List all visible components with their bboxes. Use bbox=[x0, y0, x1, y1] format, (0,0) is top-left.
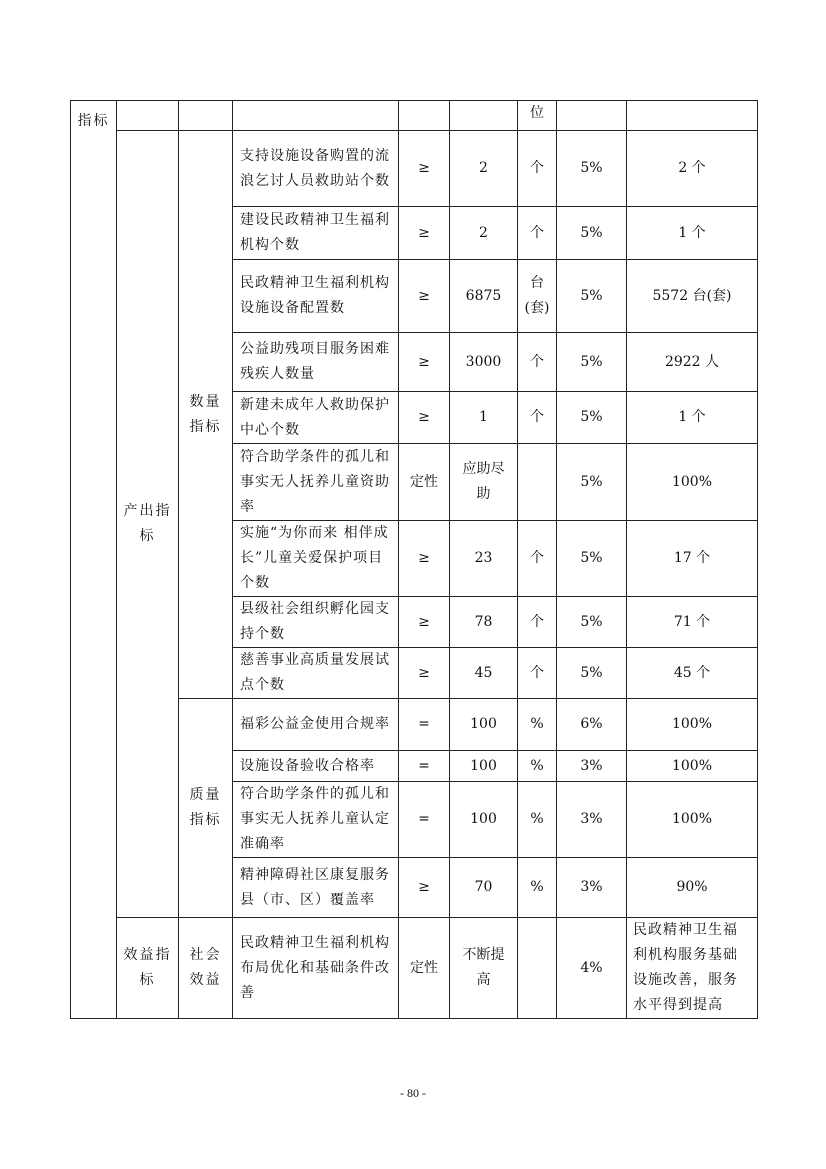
target-cell bbox=[450, 101, 518, 131]
target-cell: 2 bbox=[450, 207, 518, 260]
operator-cell: ≥ bbox=[399, 207, 450, 260]
result-cell: 100% bbox=[627, 699, 758, 751]
indicator-cell: 慈善事业高质量发展试点个数 bbox=[233, 648, 399, 699]
result-cell bbox=[627, 101, 758, 131]
performance-indicator-table bbox=[70, 100, 758, 1019]
unit-cell: 台(套) bbox=[518, 260, 557, 333]
result-cell: 1 个 bbox=[627, 207, 758, 260]
page-number: - 80 - bbox=[400, 1086, 426, 1100]
operator-cell: = bbox=[399, 782, 450, 858]
operator-cell: 定性 bbox=[399, 444, 450, 521]
weight-cell: 5% bbox=[557, 131, 627, 207]
weight-cell bbox=[557, 101, 627, 131]
weight-cell: 5% bbox=[557, 333, 627, 392]
indicator-cell: 符合助学条件的孤儿和事实无人抚养儿童认定准确率 bbox=[233, 782, 399, 858]
weight-cell: 5% bbox=[557, 260, 627, 333]
unit-cell bbox=[518, 444, 557, 521]
indicator-cell: 设施设备验收合格率 bbox=[233, 751, 399, 782]
operator-cell: = bbox=[399, 699, 450, 751]
result-cell: 5572 台(套) bbox=[627, 260, 758, 333]
target-cell: 应助尽助 bbox=[450, 444, 518, 521]
operator-cell: ≥ bbox=[399, 648, 450, 699]
result-cell: 100% bbox=[627, 444, 758, 521]
indicator-cell: 精神障碍社区康复服务县（市、区）覆盖率 bbox=[233, 858, 399, 918]
weight-cell: 3% bbox=[557, 782, 627, 858]
indicator-cell: 实施“为你而来 相伴成长”儿童关爱保护项目个数 bbox=[233, 521, 399, 597]
operator-cell: ≥ bbox=[399, 260, 450, 333]
level3-cell-empty bbox=[179, 101, 233, 131]
weight-cell: 5% bbox=[557, 521, 627, 597]
target-cell: 100 bbox=[450, 782, 518, 858]
indicator-cell: 公益助残项目服务困难残疾人数量 bbox=[233, 333, 399, 392]
table-row bbox=[71, 918, 758, 1019]
weight-cell: 5% bbox=[557, 444, 627, 521]
level3-indicator-social-benefit: 社会效益 bbox=[179, 918, 233, 1019]
unit-cell: 个 bbox=[518, 597, 557, 648]
level2-indicator-benefit: 效益指标 bbox=[117, 918, 179, 1019]
unit-cell: 个 bbox=[518, 648, 557, 699]
level3-indicator-quantity: 数量指标 bbox=[179, 131, 233, 699]
unit-cell: 个 bbox=[518, 392, 557, 444]
weight-cell: 5% bbox=[557, 648, 627, 699]
level1-indicator-cell: 指标 bbox=[71, 101, 117, 1019]
target-cell: 23 bbox=[450, 521, 518, 597]
level2-cell-empty bbox=[117, 101, 179, 131]
unit-cell: % bbox=[518, 858, 557, 918]
table-row bbox=[71, 131, 758, 207]
operator-cell: ≥ bbox=[399, 597, 450, 648]
indicator-cell bbox=[233, 101, 399, 131]
target-cell: 78 bbox=[450, 597, 518, 648]
unit-cell: 个 bbox=[518, 521, 557, 597]
weight-cell: 4% bbox=[557, 918, 627, 1019]
operator-cell: ≥ bbox=[399, 333, 450, 392]
result-cell: 100% bbox=[627, 751, 758, 782]
target-cell: 45 bbox=[450, 648, 518, 699]
target-cell: 1 bbox=[450, 392, 518, 444]
operator-cell bbox=[399, 101, 450, 131]
weight-cell: 5% bbox=[557, 597, 627, 648]
unit-cell: 个 bbox=[518, 333, 557, 392]
weight-cell: 5% bbox=[557, 207, 627, 260]
table-row bbox=[71, 101, 758, 131]
result-cell: 2922 人 bbox=[627, 333, 758, 392]
operator-cell: ≥ bbox=[399, 521, 450, 597]
result-cell: 民政精神卫生福利机构服务基础设施改善，服务水平得到提高 bbox=[627, 918, 758, 1019]
result-cell: 100% bbox=[627, 782, 758, 858]
operator-cell: ≥ bbox=[399, 858, 450, 918]
target-cell: 不断提高 bbox=[450, 918, 518, 1019]
level2-indicator-output: 产出指标 bbox=[117, 131, 179, 918]
level3-indicator-quality: 质量指标 bbox=[179, 699, 233, 918]
weight-cell: 3% bbox=[557, 858, 627, 918]
unit-cell: 位 bbox=[518, 101, 557, 131]
target-cell: 3000 bbox=[450, 333, 518, 392]
unit-cell: % bbox=[518, 782, 557, 858]
target-cell: 70 bbox=[450, 858, 518, 918]
indicator-cell: 民政精神卫生福利机构设施设备配置数 bbox=[233, 260, 399, 333]
unit-cell: % bbox=[518, 751, 557, 782]
indicator-cell: 建设民政精神卫生福利机构个数 bbox=[233, 207, 399, 260]
unit-cell: 个 bbox=[518, 207, 557, 260]
result-cell: 17 个 bbox=[627, 521, 758, 597]
unit-cell bbox=[518, 918, 557, 1019]
result-cell: 1 个 bbox=[627, 392, 758, 444]
target-cell: 2 bbox=[450, 131, 518, 207]
indicator-cell: 新建未成年人救助保护中心个数 bbox=[233, 392, 399, 444]
result-cell: 71 个 bbox=[627, 597, 758, 648]
unit-cell: % bbox=[518, 699, 557, 751]
operator-cell: ≥ bbox=[399, 131, 450, 207]
indicator-cell: 支持设施设备购置的流浪乞讨人员救助站个数 bbox=[233, 131, 399, 207]
weight-cell: 6% bbox=[557, 699, 627, 751]
target-cell: 100 bbox=[450, 699, 518, 751]
result-cell: 45 个 bbox=[627, 648, 758, 699]
result-cell: 2 个 bbox=[627, 131, 758, 207]
operator-cell: ≥ bbox=[399, 392, 450, 444]
target-cell: 100 bbox=[450, 751, 518, 782]
weight-cell: 3% bbox=[557, 751, 627, 782]
indicator-cell: 符合助学条件的孤儿和事实无人抚养儿童资助率 bbox=[233, 444, 399, 521]
result-cell: 90% bbox=[627, 858, 758, 918]
operator-cell: = bbox=[399, 751, 450, 782]
indicator-cell: 福彩公益金使用合规率 bbox=[233, 699, 399, 751]
target-cell: 6875 bbox=[450, 260, 518, 333]
operator-cell: 定性 bbox=[399, 918, 450, 1019]
weight-cell: 5% bbox=[557, 392, 627, 444]
unit-cell: 个 bbox=[518, 131, 557, 207]
indicator-cell: 县级社会组织孵化园支持个数 bbox=[233, 597, 399, 648]
indicator-cell: 民政精神卫生福利机构布局优化和基础条件改善 bbox=[233, 918, 399, 1019]
